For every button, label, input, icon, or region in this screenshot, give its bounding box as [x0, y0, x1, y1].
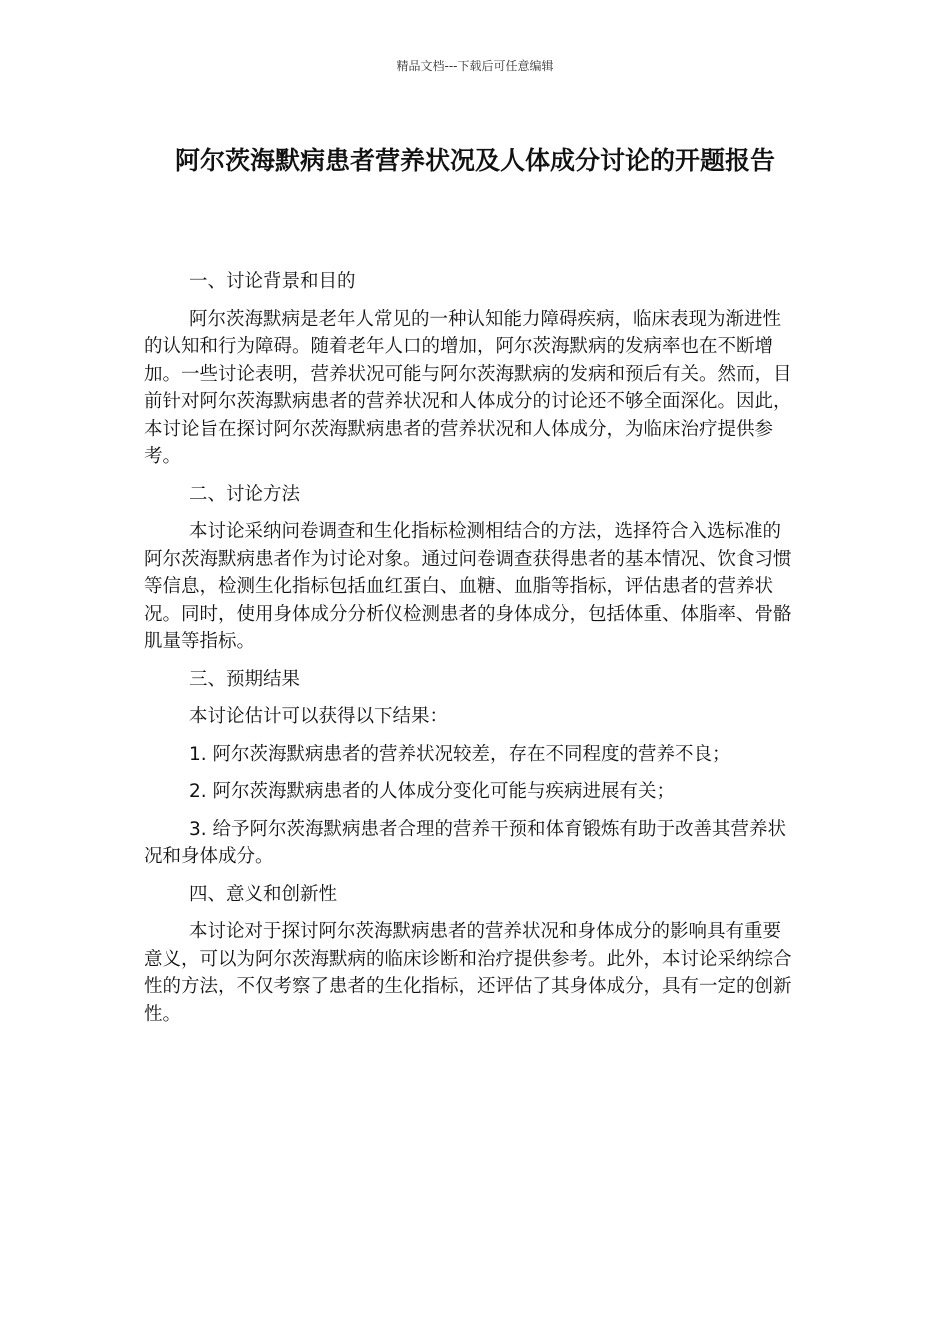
section-heading-expected-results: 三、预期结果: [189, 668, 301, 690]
paragraph-methods: 本讨论采纳问卷调查和生化指标检测相结合的方法，选择符合入选标准的阿尔茨海默病患者作为讨论对象。通过问卷调查获得患者的基本情况、饮食习惯等信息，检测生化指标包括血红蛋白、血糖、血脂等指标，评估患者的营养状况。同时，使用身体成分分析仪检测患者的身体成分，包括体重、体脂率、骨骼肌量等指标。: [144, 521, 792, 652]
section-heading-background: 一、讨论背景和目的: [189, 271, 356, 292]
list-item-result-2: 2. 阿尔茨海默病患者的人体成分变化可能与疾病进展有关；: [189, 781, 676, 802]
list-item-result-3: 3. 给予阿尔茨海默病患者合理的营养干预和体育锻炼有助于改善其营养状况和身体成分。: [144, 818, 787, 867]
paragraph-results-intro: 本讨论估计可以获得以下结果：: [189, 706, 449, 727]
document-title: 阿尔茨海默病患者营养状况及人体成分讨论的开题报告: [174, 146, 775, 175]
page-header-note: 精品文档---下载后可任意编辑: [396, 59, 554, 73]
section-heading-methods: 二、讨论方法: [189, 483, 301, 505]
paragraph-background: 阿尔茨海默病是老年人常见的一种认知能力障碍疾病，临床表现为渐进性的认知和行为障碍。随着老年人口的增加，阿尔茨海默病的发病率也在不断增加。一些讨论表明，营养状况可能与阿尔茨海默病的发病和预后有关。然而，目前针对阿尔茨海默病患者的营养状况和人体成分的讨论还不够全面深化。因此，本讨论旨在探讨阿尔茨海默病患者的营养状况和人体成分，为临床治疗提供参考。: [144, 308, 792, 467]
paragraph-significance: 本讨论对于探讨阿尔茨海默病患者的营养状况和身体成分的影响具有重要意义，可以为阿尔茨海默病的临床诊断和治疗提供参考。此外，本讨论采纳综合性的方法，不仅考察了患者的生化指标，还评估了其身体成分，具有一定的创新性。: [144, 921, 792, 1025]
list-item-result-1: 1. 阿尔茨海默病患者的营养状况较差，存在不同程度的营养不良；: [189, 743, 731, 765]
section-heading-significance: 四、意义和创新性: [189, 883, 338, 905]
document-body: [144, 268, 796, 1038]
